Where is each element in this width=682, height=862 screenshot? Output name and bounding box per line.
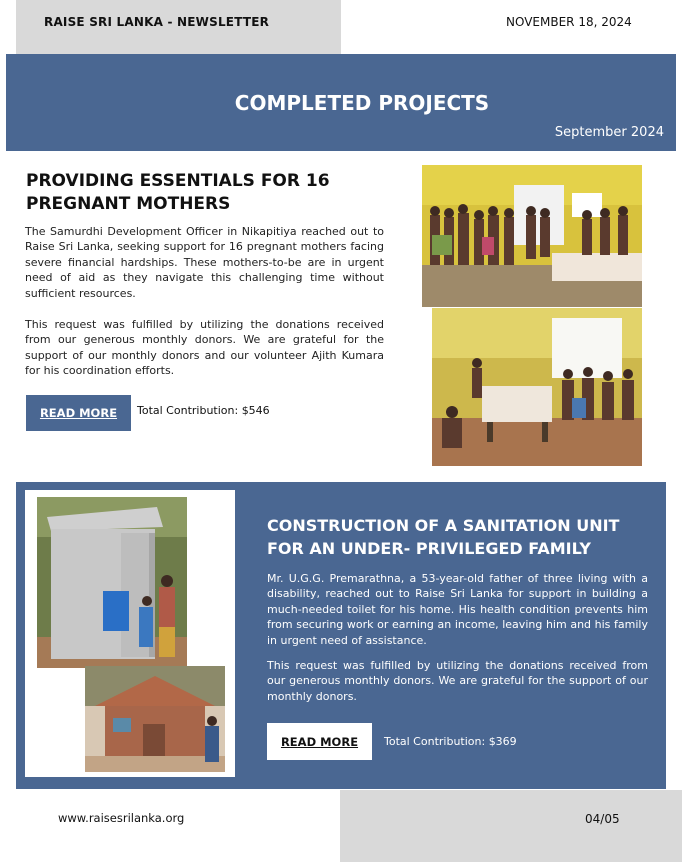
issue-date: NOVEMBER 18, 2024 bbox=[506, 15, 632, 29]
page-number: 04/05 bbox=[585, 812, 620, 826]
project1-read-more-button[interactable]: READ MORE bbox=[26, 395, 131, 431]
project1-contribution: Total Contribution: $546 bbox=[137, 404, 270, 417]
project2-photo-toilet bbox=[37, 497, 187, 668]
project1-photo-meeting bbox=[432, 308, 642, 466]
footer-bar bbox=[340, 790, 682, 862]
banner-title: COMPLETED PROJECTS bbox=[234, 91, 490, 115]
banner-subtitle: September 2024 bbox=[554, 125, 664, 140]
project1-paragraph-2: This request was fulfilled by utilizing the donations received from our generous monthly donors. We are grateful for the support of our monthly donors and our volunteer Ajith Kumara for his coordination efforts. bbox=[25, 318, 384, 378]
project2-photo-house bbox=[85, 666, 225, 772]
project2-paragraph-2: This request was fulfilled by utilizing the donations received from our generous monthly donors. We are grateful for the support of our monthly donors. bbox=[267, 659, 648, 703]
section-banner bbox=[6, 54, 676, 151]
project2-contribution: Total Contribution: $369 bbox=[384, 735, 517, 748]
project1-photo-group bbox=[422, 165, 642, 307]
project1-title: PROVIDING ESSENTIALS FOR 16 PREGNANT MOTHERS bbox=[26, 171, 330, 214]
project2-read-more-button[interactable]: READ MORE bbox=[267, 723, 372, 760]
project2-paragraph-1: Mr. U.G.G. Premarathna, a 53-year-old father of three living with a disability, reached out to Raise Sri Lanka for support in building a much-needed toilet for his home. His health condition prevents him from securing work or earning an income, leaving him and his family in urgent need of assistance. bbox=[267, 572, 648, 647]
project2-title: CONSTRUCTION OF A SANITATION UNIT FOR AN UNDER- PRIVILEGED FAMILY bbox=[267, 516, 620, 558]
website-link[interactable]: www.raisesrilanka.org bbox=[58, 811, 185, 825]
project1-paragraph-1: The Samurdhi Development Officer in Nikapitiya reached out to Raise Sri Lanka, seeking support for 16 pregnant mothers facing severe financial hardships. These mothers-to-be are in urgent need of aid as they navigate this challenging time without sufficient resources. bbox=[25, 225, 384, 300]
publication-name: RAISE SRI LANKA - NEWSLETTER bbox=[44, 15, 270, 29]
